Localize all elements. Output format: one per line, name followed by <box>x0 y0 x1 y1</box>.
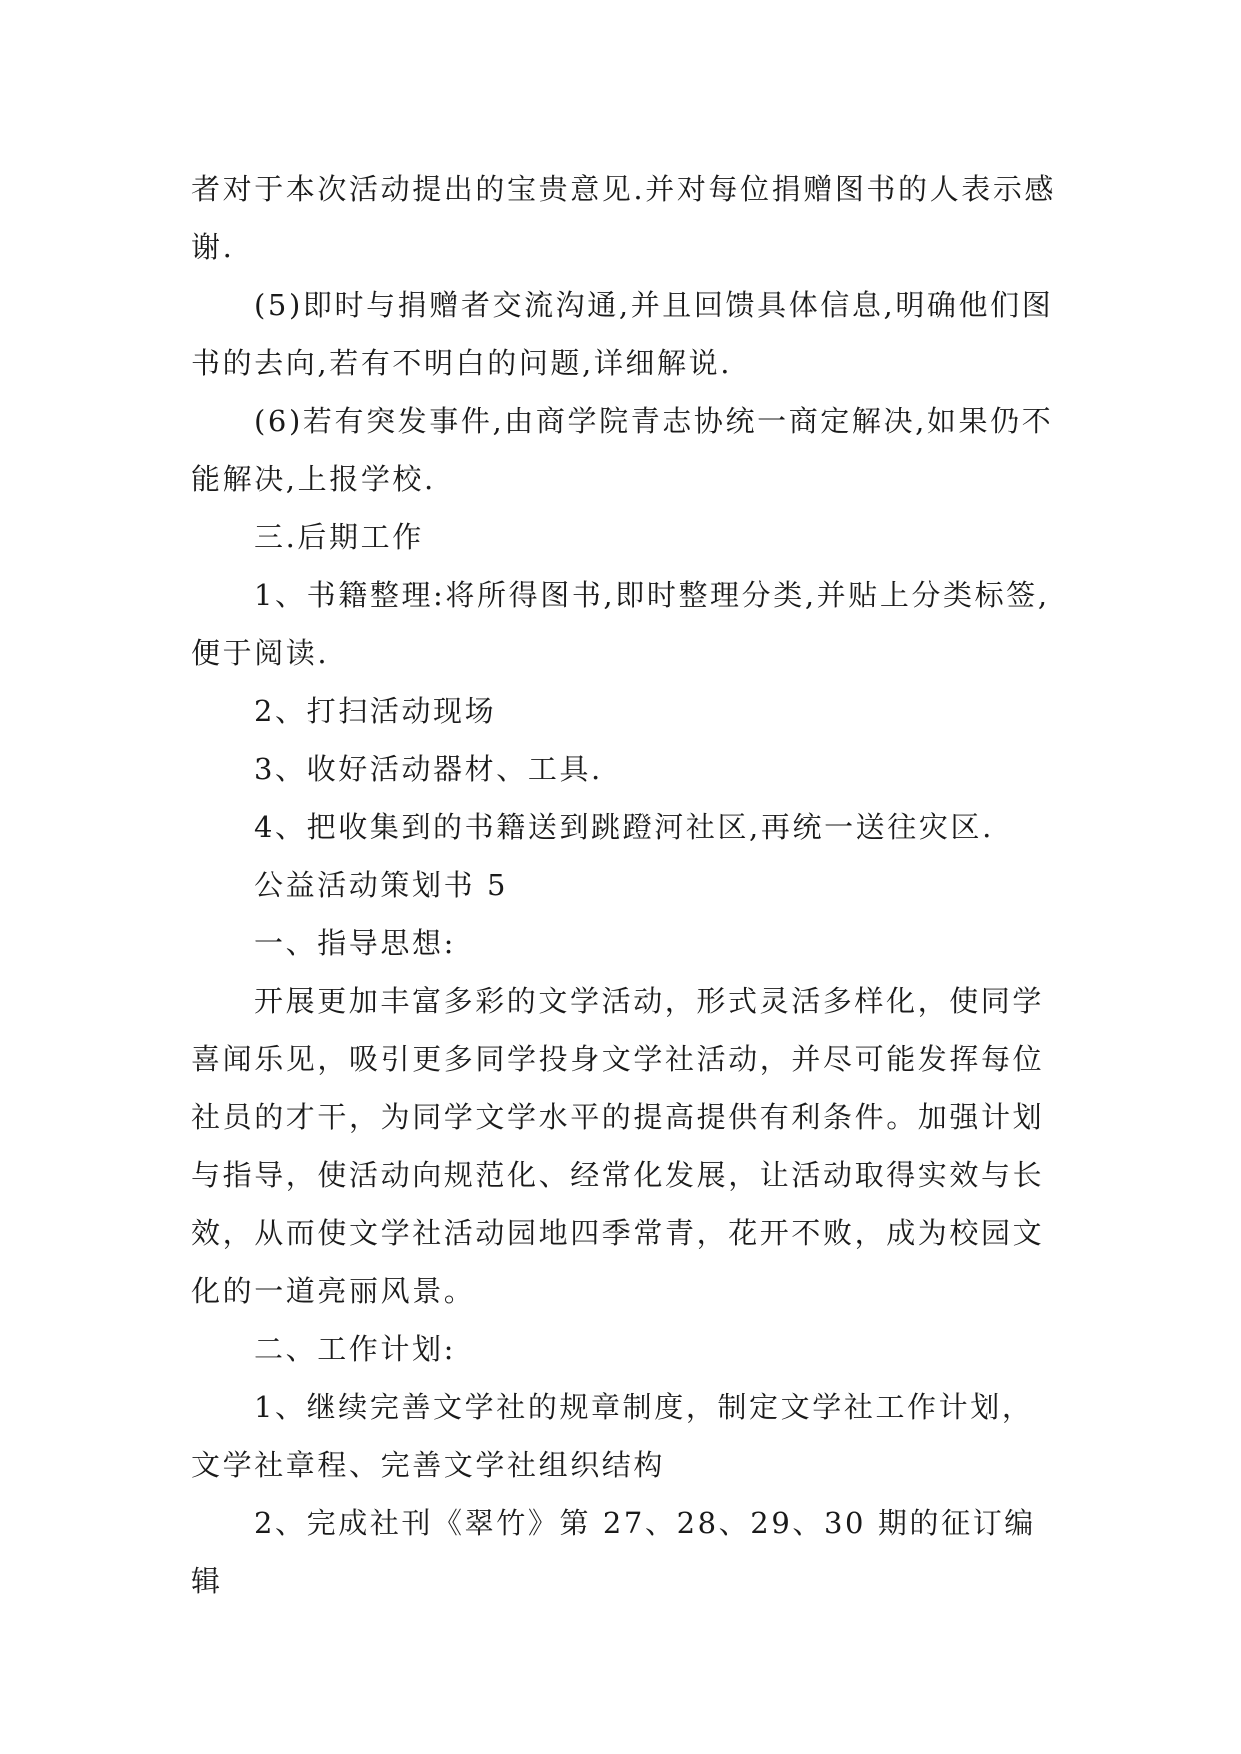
list-item-2: 2、打扫活动现场 <box>254 694 497 728</box>
work-plan-item-1: 1、继续完善文学社的规章制度，制定文学社工作计划，文学社章程、完善文学社组织结构 <box>191 1390 1034 1482</box>
list-item-3: 3、收好活动器材、工具. <box>254 752 603 786</box>
section-heading-guiding-thought: 一、指导思想: <box>254 926 456 960</box>
section-heading-work-plan: 二、工作计划: <box>254 1332 456 1366</box>
paragraph-continuation: 者对于本次活动提出的宝贵意见.并对每位捐赠图书的人表示感谢. <box>191 172 1057 264</box>
document-page <box>191 160 1061 1610</box>
paragraph-item-5: (5)即时与捐赠者交流沟通,并且回馈具体信息,明确他们图书的去向,若有不明白的问题,详细解说. <box>191 288 1054 380</box>
paragraph-item-6: (6)若有突发事件,由商学院青志协统一商定解决,如果仍不能解决,上报学校. <box>191 404 1054 496</box>
paragraph-guiding-thought: 开展更加丰富多彩的文学活动，形式灵活多样化，使同学喜闻乐见，吸引更多同学投身文学社活动，并尽可能发挥每位社员的才干，为同学文学水平的提高提供有利条件。加强计划与指导，使活动向规范化、经常化发展，让活动取得实效与长效，从而使文学社活动园地四季常青，花开不败，成为校园文化的一道亮丽风景。 <box>191 984 1045 1308</box>
work-plan-item-2: 2、完成社刊《翠竹》第 27、28、29、30 期的征订编辑 <box>191 1506 1036 1598</box>
list-item-4: 4、把收集到的书籍送到跳蹬河社区,再统一送往灾区. <box>254 810 994 844</box>
list-item-1: 1、书籍整理:将所得图书,即时整理分类,并贴上分类标签,便于阅读. <box>191 578 1050 670</box>
section-heading-later-work: 三.后期工作 <box>254 520 424 554</box>
document-subtitle: 公益活动策划书 5 <box>254 868 509 902</box>
